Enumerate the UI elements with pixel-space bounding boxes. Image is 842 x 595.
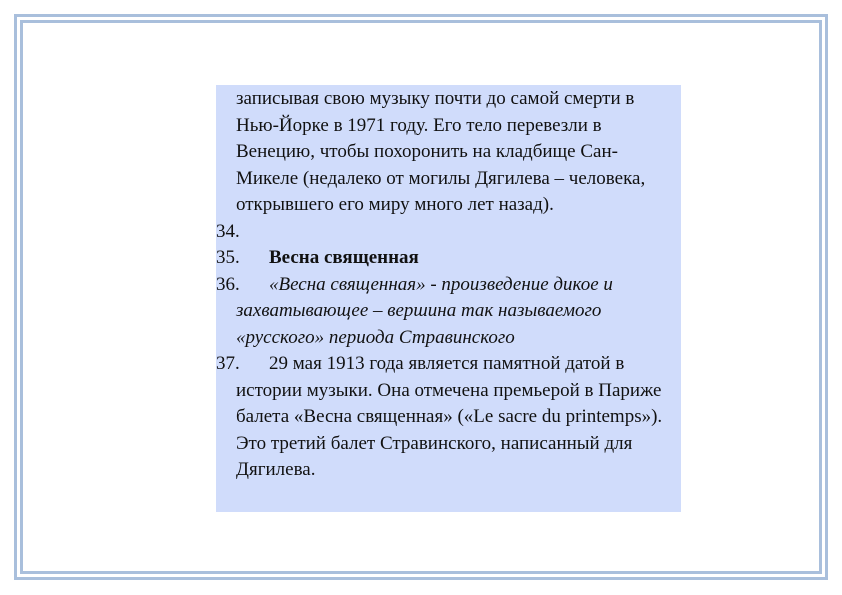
section-heading: Весна священная bbox=[269, 247, 419, 268]
continuation-paragraph: записывая свою музыку почти до самой смерти в Нью-Йорке в 1971 году. Его тело перевезли в Венецию, чтобы похоронить на кладбище Сан-Микеле (недалеко от могилы Дягилева – человека, открывшего его миру много лет назад). bbox=[236, 88, 646, 215]
text-box bbox=[216, 85, 681, 512]
list-item-number: 35. bbox=[216, 247, 240, 268]
list-item-37 bbox=[216, 351, 681, 484]
list-item-34 bbox=[216, 219, 681, 246]
list-item-number: 36. bbox=[216, 273, 240, 295]
list-item-text: 29 мая 1913 года является памятной датой в истории музыки. Она отмечена премьерой в Париже балета «Весна священная» («Le sacre du printemps»). Это третий балет Стравинского, написанный для Дягилева. bbox=[236, 353, 663, 480]
list-item-number: 34. bbox=[216, 220, 240, 242]
list-item-number: 37. bbox=[216, 353, 240, 374]
list-item-35 bbox=[216, 245, 681, 272]
list-item-36 bbox=[216, 272, 681, 352]
list-item-text: «Весна священная» - произведение дикое и захватывающее – вершина так называемого «русского» периода Стравинского bbox=[236, 273, 613, 348]
